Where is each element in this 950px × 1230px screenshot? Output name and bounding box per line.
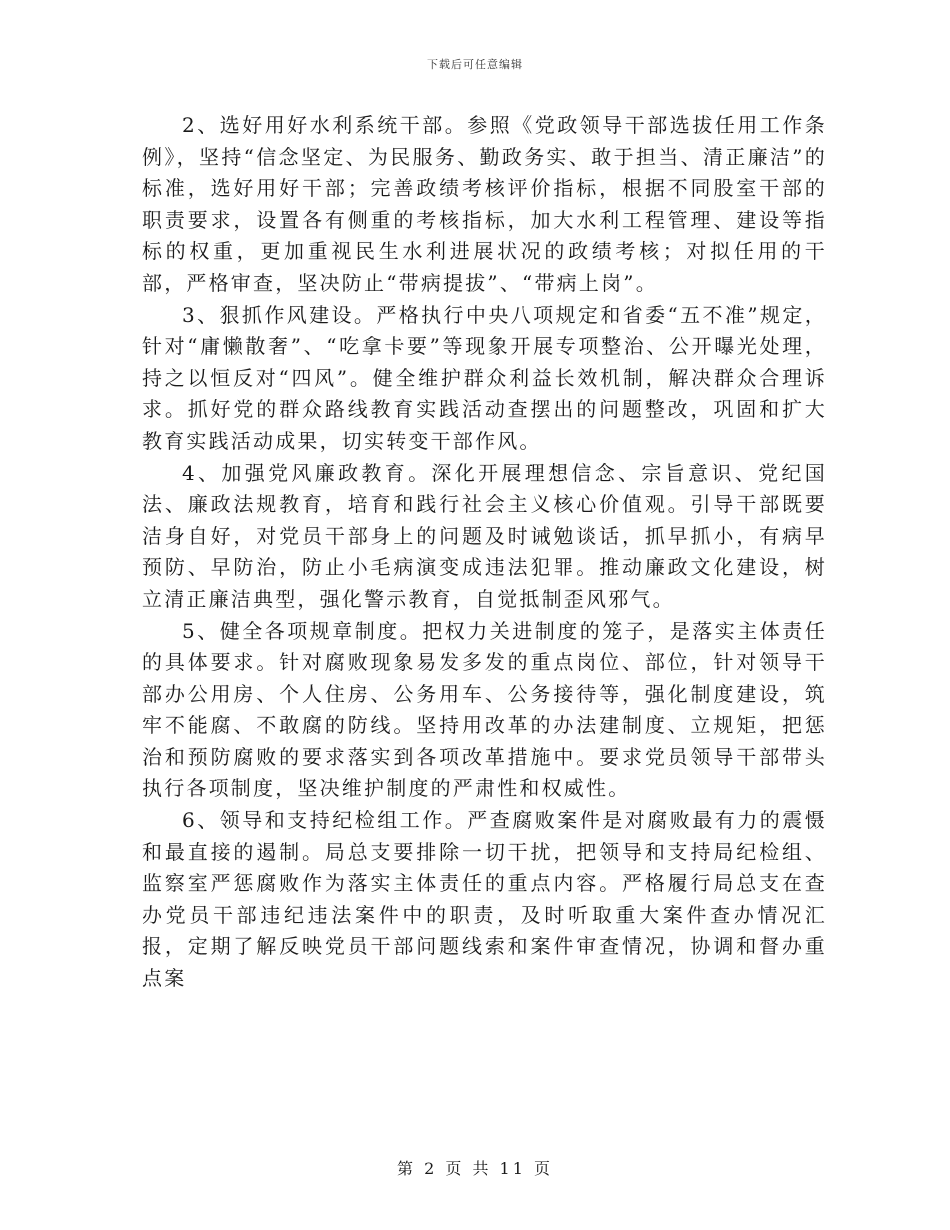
paragraph-item-2: 2、选好用好水利系统干部。参照《党政领导干部选拔任用工作条例》，坚持“信念坚定、为民服务、勤政务实、敢于担当、清正廉洁”的标准，选好用好干部；完善政绩考核评价指标，根据不同股室干部的职责要求，设置各有侧重的考核指标，加大水利工程管理、建设等指标的权重，更加重视民生水利进展状况的政绩考核；对拟任用的干部，严格审查，坚决防止“带病提拔”、“带病上岗”。	[142, 113, 827, 295]
paragraph-item-5: 5、健全各项规章制度。把权力关进制度的笼子，是落实主体责任的具体要求。针对腐败现象易发多发的重点岗位、部位，针对领导干部办公用房、个人住房、公务用车、公务接待等，强化制度建设，筑牢不能腐、不敢腐的防线。坚持用改革的办法建制度、立规矩，把惩治和预防腐败的要求落实到各项改革措施中。要求党员领导干部带头执行各项制度，坚决维护制度的严肃性和权威性。	[142, 618, 827, 801]
page-header: 下载后可任意编辑	[427, 58, 523, 71]
paragraph-item-6: 6、领导和支持纪检组工作。严查腐败案件是对腐败最有力的震慑和最直接的遏制。局总支要排除一切干扰，把领导和支持局纪检组、监察室严惩腐败作为落实主体责任的重点内容。严格履行局总支在查办党员干部违纪违法案件中的职责，及时听取重大案件查办情况汇报，定期了解反映党员干部问题线索和案件审查情况，协调和督办重点案	[142, 808, 827, 991]
document-body	[142, 110, 827, 995]
page-number-footer: 第 2 页 共 11 页	[397, 1159, 553, 1178]
paragraph-item-4: 4、加强党风廉政教育。深化开展理想信念、宗旨意识、党纪国法、廉政法规教育，培育和践行社会主义核心价值观。引导干部既要洁身自好，对党员干部身上的问题及时诫勉谈话，抓早抓小，有病早预防、早防治，防止小毛病演变成违法犯罪。推动廉政文化建设，树立清正廉洁典型，强化警示教育，自觉抵制歪风邪气。	[142, 460, 827, 611]
paragraph-item-3: 3、狠抓作风建设。严格执行中央八项规定和省委“五不准”规定，针对“庸懒散奢”、“吃拿卡要”等现象开展专项整治、公开曝光处理，持之以恒反对“四风”。健全维护群众利益长效机制，解决群众合理诉求。抓好党的群众路线教育实践活动查摆出的问题整改，巩固和扩大教育实践活动成果，切实转变干部作风。	[142, 302, 827, 453]
